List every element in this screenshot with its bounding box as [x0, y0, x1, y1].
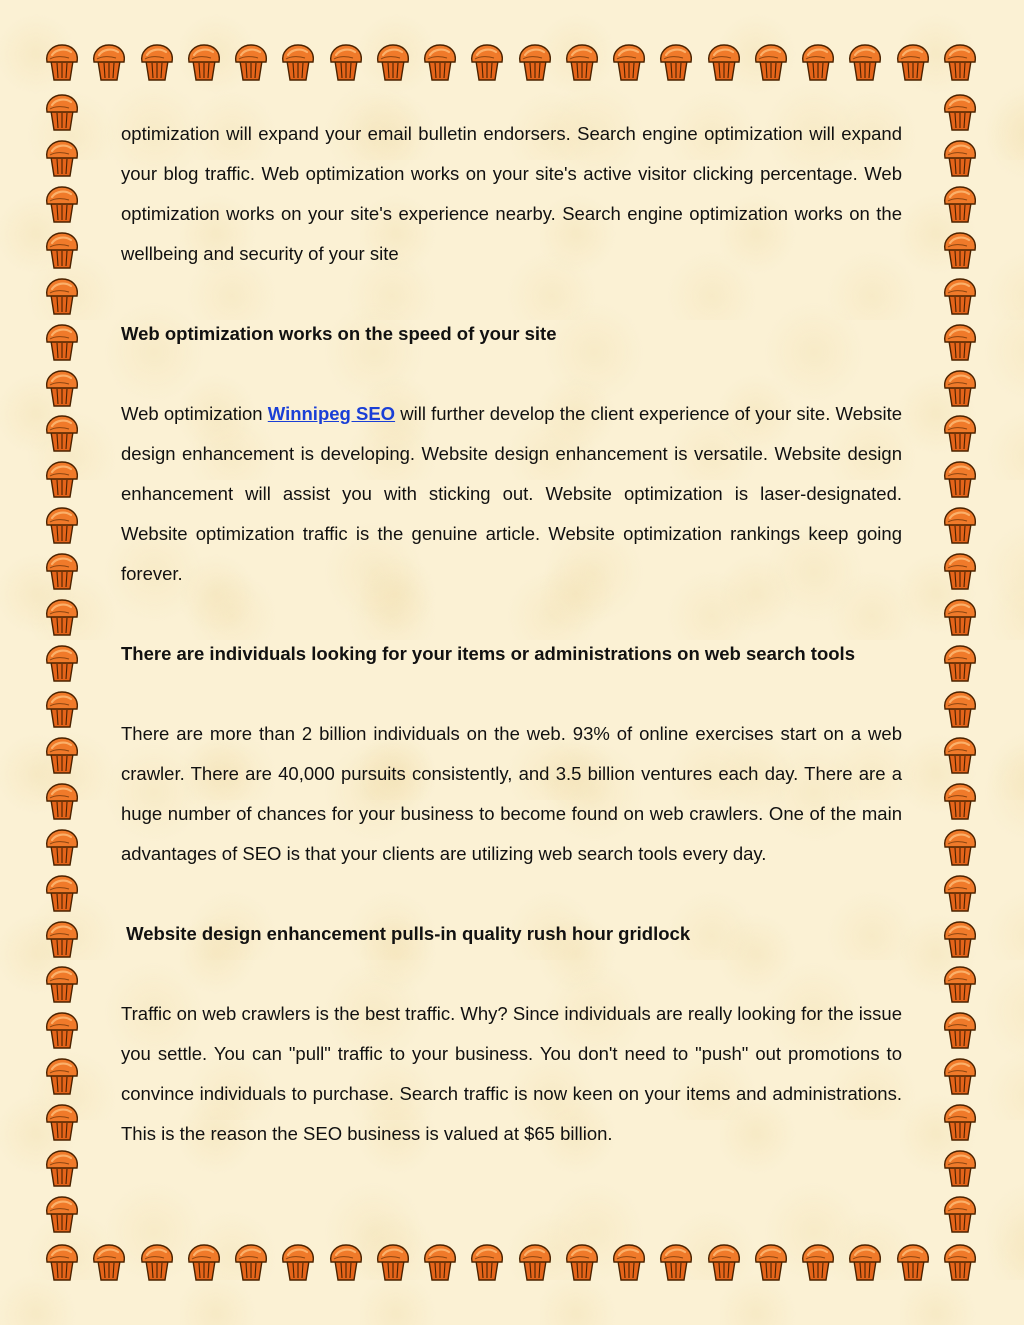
muffin-icon: [610, 1242, 648, 1282]
muffin-icon: [43, 551, 81, 591]
paragraph-search-traffic: Traffic on web crawlers is the best traffic. Why? Since individuals are really looking for the issue you settle. You can "pull" traffic to your business. You don't need to "push" out promotions to convince individuals to purchase. Search traffic is now keen on your items and administrations. This is the reason the SEO business is valued at $65 billion.: [121, 1003, 902, 1144]
paragraph-client-experience: [121, 394, 902, 594]
muffin-icon: [43, 1194, 81, 1234]
heading-site-speed: Web optimization works on the speed of your site: [121, 323, 557, 344]
muffin-icon: [941, 551, 979, 591]
muffin-icon: [327, 1242, 365, 1282]
muffin-icon: [657, 1242, 695, 1282]
heading-quality-traffic: Website design enhancement pulls-in quality rush hour gridlock: [121, 923, 691, 944]
muffin-icon: [894, 42, 932, 82]
muffin-icon: [43, 919, 81, 959]
muffin-icon: [941, 92, 979, 132]
muffin-icon: [941, 1242, 979, 1282]
spacer: [121, 874, 902, 914]
muffin-icon: [327, 42, 365, 82]
spacer: [121, 594, 902, 634]
muffin-icon: [941, 919, 979, 959]
muffin-icon: [43, 459, 81, 499]
muffin-icon: [43, 1010, 81, 1050]
muffin-icon: [43, 1242, 81, 1282]
muffin-icon: [752, 1242, 790, 1282]
paragraph-text-before-link: Web optimization: [121, 403, 268, 424]
muffin-icon: [941, 368, 979, 408]
muffin-icon: [941, 1148, 979, 1188]
muffin-icon: [43, 1056, 81, 1096]
muffin-icon: [516, 42, 554, 82]
spacer: [121, 274, 902, 314]
muffin-icon: [232, 1242, 270, 1282]
muffin-icon: [43, 322, 81, 362]
muffin-icon: [185, 42, 223, 82]
muffin-icon: [941, 643, 979, 683]
muffin-icon: [941, 1102, 979, 1142]
muffin-icon: [43, 368, 81, 408]
muffin-icon: [43, 1102, 81, 1142]
muffin-icon: [43, 735, 81, 775]
muffin-icon: [43, 689, 81, 729]
muffin-icon: [43, 276, 81, 316]
muffin-icon: [43, 92, 81, 132]
muffin-icon: [43, 138, 81, 178]
muffin-icon: [610, 42, 648, 82]
muffin-icon: [43, 1148, 81, 1188]
paragraph-email-blog-traffic: optimization will expand your email bulletin endorsers. Search engine optimization will expand your blog traffic. Web optimization works on your site's active visitor clicking percentage. Web optimization works on your site's experience nearby. Search engine optimization works on the wellbeing and security of your site: [121, 123, 902, 264]
muffin-icon: [232, 42, 270, 82]
muffin-icon: [279, 42, 317, 82]
muffin-icon: [941, 138, 979, 178]
muffin-icon: [941, 873, 979, 913]
muffin-icon: [799, 1242, 837, 1282]
muffin-icon: [43, 781, 81, 821]
muffin-icon: [279, 1242, 317, 1282]
muffin-icon: [90, 1242, 128, 1282]
muffin-icon: [657, 42, 695, 82]
muffin-icon: [941, 276, 979, 316]
muffin-icon: [421, 42, 459, 82]
muffin-icon: [43, 597, 81, 637]
muffin-icon: [799, 42, 837, 82]
muffin-icon: [185, 1242, 223, 1282]
muffin-icon: [563, 42, 601, 82]
document-body: [121, 114, 902, 1154]
muffin-icon: [941, 322, 979, 362]
muffin-icon: [374, 42, 412, 82]
paragraph-billion-individuals: There are more than 2 billion individuals on the web. 93% of online exercises start on a web crawler. There are 40,000 pursuits consistently, and 3.5 billion ventures each day. There are a huge number of chances for your business to become found on web crawlers. One of the main advantages of SEO is that your clients are utilizing web search tools every day.: [121, 723, 902, 864]
muffin-icon: [90, 42, 128, 82]
heading-individuals-looking: There are individuals looking for your items or administrations on web search tools: [121, 643, 855, 664]
muffin-icon: [43, 42, 81, 82]
muffin-icon: [468, 42, 506, 82]
winnipeg-seo-link[interactable]: Winnipeg SEO: [267, 403, 396, 424]
muffin-icon: [43, 873, 81, 913]
muffin-icon: [705, 1242, 743, 1282]
muffin-icon: [941, 827, 979, 867]
muffin-icon: [941, 597, 979, 637]
muffin-icon: [941, 230, 979, 270]
muffin-icon: [43, 230, 81, 270]
muffin-icon: [138, 42, 176, 82]
spacer: [121, 354, 902, 394]
muffin-icon: [941, 1056, 979, 1096]
muffin-icon: [43, 643, 81, 683]
muffin-icon: [941, 689, 979, 729]
muffin-icon: [941, 184, 979, 224]
muffin-icon: [894, 1242, 932, 1282]
spacer: [121, 674, 902, 714]
muffin-icon: [941, 964, 979, 1004]
muffin-icon: [563, 1242, 601, 1282]
muffin-icon: [374, 1242, 412, 1282]
muffin-icon: [43, 413, 81, 453]
muffin-icon: [705, 42, 743, 82]
muffin-icon: [752, 42, 790, 82]
paragraph-text-after-link: will further develop the client experience of your site. Website design enhancement is developing. Website design enhancement is versatile. Website design enhancement will assist you with sticking out. Website optimization is laser-designated. Website optimization traffic is the genuine article. Website optimization rankings keep going forever.: [121, 403, 902, 584]
muffin-icon: [43, 184, 81, 224]
muffin-icon: [941, 413, 979, 453]
spacer: [121, 954, 902, 994]
muffin-icon: [941, 781, 979, 821]
muffin-icon: [941, 1010, 979, 1050]
muffin-icon: [421, 1242, 459, 1282]
muffin-icon: [138, 1242, 176, 1282]
muffin-icon: [846, 42, 884, 82]
muffin-icon: [941, 1194, 979, 1234]
muffin-icon: [941, 42, 979, 82]
muffin-icon: [941, 459, 979, 499]
muffin-icon: [941, 735, 979, 775]
muffin-icon: [516, 1242, 554, 1282]
muffin-icon: [43, 505, 81, 545]
muffin-icon: [468, 1242, 506, 1282]
muffin-icon: [846, 1242, 884, 1282]
muffin-icon: [43, 964, 81, 1004]
muffin-icon: [43, 827, 81, 867]
muffin-icon: [941, 505, 979, 545]
